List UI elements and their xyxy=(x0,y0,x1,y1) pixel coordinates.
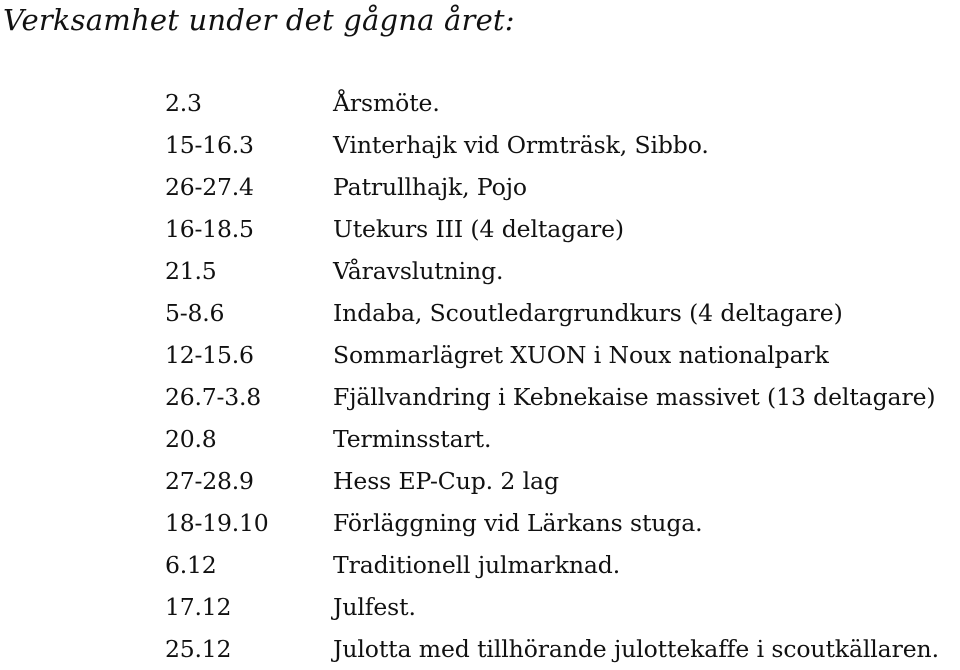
activity-event: Terminsstart. xyxy=(333,425,492,453)
activity-date: 20.8 xyxy=(165,425,217,453)
activity-row xyxy=(165,250,955,292)
activity-row xyxy=(165,82,955,124)
activity-date: 17.12 xyxy=(165,593,232,621)
activity-date: 6.12 xyxy=(165,551,217,579)
activity-date: 27-28.9 xyxy=(165,467,254,495)
activity-event: Julotta med tillhörande julottekaffe i scoutkällaren. xyxy=(333,635,939,663)
activity-row xyxy=(165,376,955,418)
activity-date: 25.12 xyxy=(165,635,232,663)
activity-row xyxy=(165,166,955,208)
activity-date: 26.7-3.8 xyxy=(165,383,262,411)
activity-date: 12-15.6 xyxy=(165,341,254,369)
activity-event: Traditionell julmarknad. xyxy=(333,551,621,579)
activity-row xyxy=(165,334,955,376)
activity-event: Indaba, Scoutledargrundkurs (4 deltagare) xyxy=(333,299,843,327)
activity-event: Julfest. xyxy=(333,593,416,621)
activity-event: Utekurs III (4 deltagare) xyxy=(333,215,624,243)
activity-row xyxy=(165,418,955,460)
activity-row xyxy=(165,586,955,628)
activity-row xyxy=(165,460,955,502)
activity-row xyxy=(165,544,955,586)
activity-event: Patrullhajk, Pojo xyxy=(333,173,527,201)
activity-date: 21.5 xyxy=(165,257,217,285)
activity-event: Fjällvandring i Kebnekaise massivet (13 deltagare) xyxy=(333,383,936,411)
page-title: Verksamhet under det gågna året: xyxy=(3,3,515,37)
activity-date: 16-18.5 xyxy=(165,215,254,243)
activity-date: 2.3 xyxy=(165,89,202,117)
activity-row xyxy=(165,502,955,544)
activity-date: 15-16.3 xyxy=(165,131,254,159)
activity-event: Vinterhajk vid Ormträsk, Sibbo. xyxy=(333,131,709,159)
activity-date: 5-8.6 xyxy=(165,299,225,327)
activity-row xyxy=(165,208,955,250)
activity-event: Hess EP-Cup. 2 lag xyxy=(333,467,559,495)
activity-date: 26-27.4 xyxy=(165,173,254,201)
activity-date: 18-19.10 xyxy=(165,509,269,537)
activity-row xyxy=(165,292,955,334)
activity-event: Förläggning vid Lärkans stuga. xyxy=(333,509,703,537)
activity-row xyxy=(165,124,955,166)
activity-event: Sommarlägret XUON i Noux nationalpark xyxy=(333,341,829,369)
activity-event: Våravslutning. xyxy=(333,257,504,285)
activity-row xyxy=(165,628,955,670)
activity-list xyxy=(165,82,955,670)
activity-event: Årsmöte. xyxy=(333,89,440,117)
